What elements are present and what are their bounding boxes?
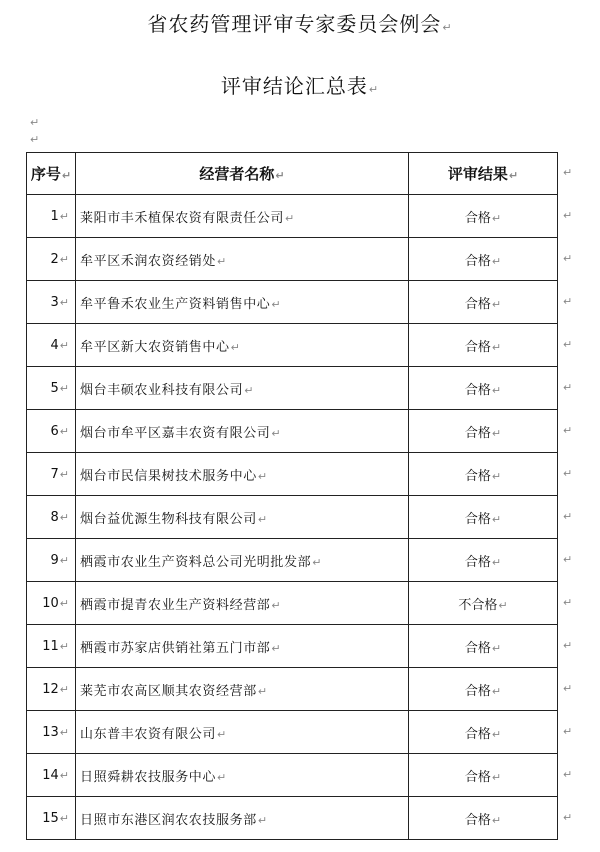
- paragraph-mark-icon: ↵: [491, 426, 502, 440]
- table-row: [27, 711, 558, 754]
- paragraph-mark-icon: ↵: [491, 813, 502, 827]
- row-result: 合格↵: [409, 238, 558, 281]
- paragraph-mark-icon: ↵: [368, 83, 380, 96]
- paragraph-mark-icon: ↵: [563, 768, 573, 781]
- row-operator-name: 栖霞市农业生产资料总公司光明批发部↵: [76, 539, 409, 582]
- row-result: 合格↵: [409, 281, 558, 324]
- paragraph-mark-icon: ↵: [30, 116, 40, 129]
- paragraph-mark-icon: ↵: [59, 338, 69, 352]
- paragraph-mark-icon: ↵: [491, 211, 502, 225]
- paragraph-mark-icon: ↵: [491, 555, 502, 569]
- row-result: 合格↵: [409, 625, 558, 668]
- paragraph-mark-icon: ↵: [563, 510, 573, 523]
- row-result: 合格↵: [409, 797, 558, 840]
- row-serial: 12↵: [27, 668, 76, 711]
- paragraph-mark-icon: ↵: [563, 467, 573, 480]
- row-serial: 10↵: [27, 582, 76, 625]
- row-serial: 1↵: [27, 195, 76, 238]
- row-result: 合格↵: [409, 496, 558, 539]
- row-operator-name: 烟台市牟平区嘉丰农资有限公司↵: [76, 410, 409, 453]
- paragraph-mark-icon: ↵: [563, 553, 573, 566]
- row-operator-name: 烟台丰硕农业科技有限公司↵: [76, 367, 409, 410]
- row-serial: 13↵: [27, 711, 76, 754]
- paragraph-mark-icon: ↵: [563, 811, 573, 824]
- row-serial: 9↵: [27, 539, 76, 582]
- paragraph-mark-icon: ↵: [59, 252, 69, 266]
- paragraph-mark-icon: ↵: [563, 295, 573, 308]
- paragraph-mark-icon: ↵: [59, 768, 69, 782]
- paragraph-mark-icon: ↵: [563, 725, 573, 738]
- paragraph-mark-icon: ↵: [271, 641, 282, 655]
- table-row: [27, 238, 558, 281]
- paragraph-mark-icon: ↵: [491, 641, 502, 655]
- row-operator-name: 莱阳市丰禾植保农资有限责任公司↵: [76, 195, 409, 238]
- row-operator-name: 日照舜耕农技服务中心↵: [76, 754, 409, 797]
- paragraph-mark-icon: ↵: [271, 598, 282, 612]
- table-row: [27, 582, 558, 625]
- paragraph-mark-icon: ↵: [257, 469, 268, 483]
- table-row: [27, 625, 558, 668]
- paragraph-mark-icon: ↵: [498, 598, 508, 612]
- header-result: 评审结果↵: [409, 153, 558, 195]
- paragraph-mark-icon: ↵: [491, 469, 502, 483]
- paragraph-mark-icon: ↵: [217, 770, 227, 784]
- row-serial: 8↵: [27, 496, 76, 539]
- paragraph-mark-icon: ↵: [491, 684, 502, 698]
- table-row: [27, 539, 558, 582]
- header-operator-name: 经营者名称↵: [76, 153, 409, 195]
- paragraph-mark-icon: ↵: [271, 297, 282, 311]
- table-row: [27, 668, 558, 711]
- paragraph-mark-icon: ↵: [491, 297, 502, 311]
- row-serial: 3↵: [27, 281, 76, 324]
- paragraph-mark-icon: ↵: [230, 340, 241, 354]
- paragraph-mark-icon: ↵: [491, 340, 502, 354]
- row-operator-name: 栖霞市提青农业生产资料经营部↵: [76, 582, 409, 625]
- paragraph-mark-icon: ↵: [563, 252, 573, 265]
- table-row: [27, 410, 558, 453]
- row-operator-name: 莱芜市农高区顺其农资经营部↵: [76, 668, 409, 711]
- document-subtitle: [0, 70, 600, 99]
- row-operator-name: 栖霞市苏家店供销社第五门市部↵: [76, 625, 409, 668]
- paragraph-mark-icon: ↵: [563, 682, 573, 695]
- paragraph-mark-icon: ↵: [30, 133, 40, 146]
- row-operator-name: 烟台市民信果树技术服务中心↵: [76, 453, 409, 496]
- row-result: 合格↵: [409, 539, 558, 582]
- paragraph-mark-icon: ↵: [257, 512, 268, 526]
- table-row: [27, 324, 558, 367]
- paragraph-mark-icon: ↵: [491, 383, 502, 397]
- paragraph-mark-icon: ↵: [491, 770, 502, 784]
- title-line-1-text: 省农药管理评审专家委员会例会: [147, 12, 442, 36]
- review-results-table: [26, 152, 558, 840]
- row-result: 合格↵: [409, 668, 558, 711]
- title-line-2-text: 评审结论汇总表: [220, 74, 368, 98]
- paragraph-mark-icon: ↵: [563, 166, 573, 179]
- row-result: 合格↵: [409, 754, 558, 797]
- paragraph-mark-icon: ↵: [59, 596, 69, 610]
- paragraph-mark-icon: ↵: [257, 813, 268, 827]
- paragraph-mark-icon: ↵: [59, 295, 69, 309]
- table-row: [27, 195, 558, 238]
- paragraph-mark-icon: ↵: [563, 596, 573, 609]
- paragraph-mark-icon: ↵: [491, 512, 502, 526]
- paragraph-mark-icon: ↵: [59, 639, 69, 653]
- paragraph-mark-icon: ↵: [59, 510, 69, 524]
- paragraph-mark-icon: ↵: [442, 21, 453, 34]
- paragraph-mark-icon: ↵: [563, 424, 573, 437]
- row-operator-name: 山东普丰农资有限公司↵: [76, 711, 409, 754]
- row-serial: 15↵: [27, 797, 76, 840]
- paragraph-mark-icon: ↵: [59, 682, 69, 696]
- paragraph-mark-icon: ↵: [59, 467, 69, 481]
- header-serial: 序号↵: [27, 153, 76, 195]
- table-body: [27, 195, 558, 840]
- row-result: 合格↵: [409, 453, 558, 496]
- table-row: [27, 496, 558, 539]
- paragraph-mark-icon: ↵: [491, 254, 502, 268]
- paragraph-mark-icon: ↵: [563, 338, 573, 351]
- row-result: 合格↵: [409, 324, 558, 367]
- paragraph-mark-icon: ↵: [271, 426, 282, 440]
- table-row: [27, 754, 558, 797]
- row-result: 不合格↵: [409, 582, 558, 625]
- row-serial: 14↵: [27, 754, 76, 797]
- row-serial: 11↵: [27, 625, 76, 668]
- paragraph-mark-icon: ↵: [59, 381, 69, 395]
- row-result: 合格↵: [409, 367, 558, 410]
- row-operator-name: 日照市东港区润农农技服务部↵: [76, 797, 409, 840]
- table-row: [27, 453, 558, 496]
- row-serial: 4↵: [27, 324, 76, 367]
- row-result: 合格↵: [409, 711, 558, 754]
- row-operator-name: 牟平鲁禾农业生产资料销售中心↵: [76, 281, 409, 324]
- paragraph-mark-icon: ↵: [285, 211, 295, 225]
- paragraph-mark-icon: ↵: [59, 209, 69, 223]
- row-operator-name: 牟平区禾润农资经销处↵: [76, 238, 409, 281]
- row-result: 合格↵: [409, 195, 558, 238]
- paragraph-mark-icon: ↵: [59, 811, 69, 825]
- row-serial: 5↵: [27, 367, 76, 410]
- paragraph-mark-icon: ↵: [59, 725, 69, 739]
- paragraph-mark-icon: ↵: [257, 684, 268, 698]
- paragraph-mark-icon: ↵: [217, 727, 227, 741]
- paragraph-mark-icon: ↵: [312, 555, 323, 569]
- row-operator-name: 烟台益优源生物科技有限公司↵: [76, 496, 409, 539]
- paragraph-mark-icon: ↵: [563, 381, 573, 394]
- table-row: [27, 281, 558, 324]
- document-title: [0, 8, 600, 37]
- paragraph-mark-icon: ↵: [491, 727, 502, 741]
- paragraph-mark-icon: ↵: [563, 209, 573, 222]
- table-row: [27, 797, 558, 840]
- paragraph-mark-icon: ↵: [217, 254, 227, 268]
- row-operator-name: 牟平区新大农资销售中心↵: [76, 324, 409, 367]
- paragraph-mark-icon: ↵: [59, 424, 69, 438]
- table-row: [27, 367, 558, 410]
- paragraph-mark-icon: ↵: [59, 553, 69, 567]
- paragraph-mark-icon: ↵: [244, 383, 255, 397]
- row-result: 合格↵: [409, 410, 558, 453]
- row-serial: 6↵: [27, 410, 76, 453]
- table-header-row: [27, 153, 558, 195]
- paragraph-mark-icon: ↵: [563, 639, 573, 652]
- row-serial: 7↵: [27, 453, 76, 496]
- row-serial: 2↵: [27, 238, 76, 281]
